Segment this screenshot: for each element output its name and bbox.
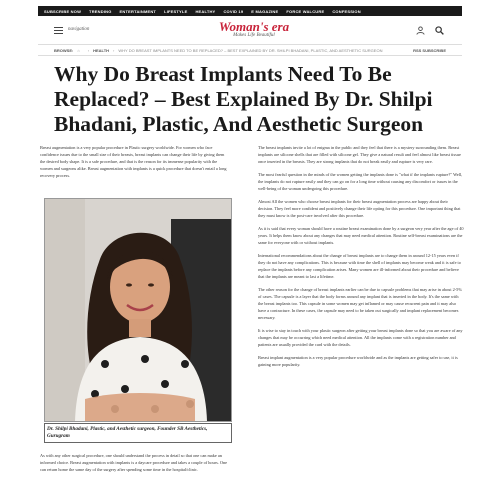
top-navigation-bar <box>38 6 462 16</box>
nav-covid[interactable]: COVID 19 <box>223 8 244 14</box>
navigation-label[interactable]: navigation <box>68 27 90 32</box>
site-header <box>38 18 462 44</box>
article-intro: Breast augmentation is a very popular procedure in Plastic surgery worldwide. For women who face confidence issues due to the small size of their breasts, breast implants can change their life by giving them the desired body shape. It is a safe procedure, and that is the reason for its immense popularity with the women and surgeons alike. Breast augmentation with implants is a quick procedure that doesn't entail a long recovery process. <box>40 145 227 178</box>
nav-trending[interactable]: TRENDING <box>89 8 112 14</box>
breadcrumb-browse: BROWSE: <box>54 47 74 53</box>
breadcrumb: BROWSE: ⌂ › HEALTH › WHY DO BREAST IMPLANTS NEED TO BE REPLACED? – BEST EXPLAINED BY DR. SHILPI BHADANI, PLASTIC, AND AESTHETIC SURGEON RSS SUBSCRIBE <box>38 44 462 56</box>
logo-text: Woman's era <box>218 19 290 34</box>
article-paragraph: The other reason for the change of breast implants earlier can be due to capsule problems that may arise in about 2-5% of cases. The capsule is a layer that the body forms around any implant that is inserted in the body. It's the same with the breast implants too. This capsule in some women may get inflamed or may cause recurrent pain and it may also have a contracture. In these cases, the capsule may need to be taken out surgically and implant replacement becomes necessary. <box>258 287 462 320</box>
article-paragraph: As it is said that every woman should have a routine breast examination done by a surgeon very year after the age of 40 years. It helps them know about any changes that may need medical attention. Routine self-breast examinations are the same for everyone with or without implants. <box>258 226 464 245</box>
article-paragraph: Breast implant augmentation is a very popular procedure worldwide and as the implants are getting safer to use, it is gaining more popularity. <box>258 355 458 367</box>
article-paragraph: It is wise to stay in touch with your plastic surgeon after getting your breast implants done so that you are aware of any changes that may be occurring which need medical attention. All the implants come with a registration number and patients are usually provided the card with the details. <box>258 328 463 347</box>
nav-lifestyle[interactable]: LIFESTYLE <box>164 8 188 14</box>
right-column <box>258 144 464 374</box>
rss-subscribe-link[interactable]: RSS SUBSCRIBE <box>413 47 446 53</box>
nav-entertainment[interactable]: ENTERTAINMENT <box>119 8 157 14</box>
article-paragraph: The most fearful question in the minds of the women getting the implants done is "what if the implants rupture?" Well, the implants do not rupture easily and they can go on for a long time without causing any discomfort or issues in the well-being of the woman undergoing this procedure. <box>258 172 463 191</box>
search-icon[interactable] <box>435 26 444 35</box>
nav-subscribe[interactable]: SUBSCRIBE NOW <box>44 8 82 14</box>
nav-healthy[interactable]: HEALTHY <box>195 8 216 14</box>
article-title: Why Do Breast Implants Need To Be Replaced? – Best Explained By Dr. Shilpi Bhadani, Plastic, And Aesthetic Surgeon <box>54 62 433 136</box>
article-paragraph: As with any other surgical procedure, one should understand the process in detail so that one can make an informed choice. Breast augmentation with implants is a daycare procedure and takes a couple of hours. One can return home the same day of the surgery after spending some time in the hospital/clinic. <box>40 453 228 472</box>
left-column-continued <box>40 452 230 479</box>
doctor-photo <box>44 198 232 422</box>
nav-emagazine[interactable]: E MAGAZINE <box>251 8 279 14</box>
article-paragraph: The breast implants invite a lot of enigma in the public and they feel that there is a mystery surrounding them. Breast implants are silicone shells that are filled with silicone gel. They give a natural result and feel almost like breast tissue once inserted in the breasts. They are strong implants that do not break easily and rupture is very rare. <box>258 145 461 164</box>
home-icon[interactable]: ⌂ <box>77 47 80 53</box>
photo-caption: Dr. Shilpi Bhadani, Plastic, and Aesthetic surgeon, Founder SB Aesthetics, Gurugram <box>44 423 232 443</box>
menu-icon[interactable] <box>54 27 63 34</box>
nav-force-walcure[interactable]: FORCE WALCURE <box>286 8 325 14</box>
logo-tagline: Makes Life Beautiful <box>233 33 275 38</box>
left-column <box>40 144 230 185</box>
breadcrumb-health[interactable]: HEALTH <box>93 47 110 53</box>
nav-confession[interactable]: CONFESSION <box>332 8 361 14</box>
article-paragraph: International recommendations about the change of breast implants are to change them in around 12-15 years even if they do not have any complications. This is because with time the shell of implants may become weak and it is safe to replace the implants before any complication arises. Many women are ill-informed about their procedure and believe that the implants are meant to last a lifetime. <box>258 253 461 279</box>
site-logo[interactable] <box>214 20 294 38</box>
user-icon[interactable] <box>416 26 425 35</box>
breadcrumb-current: WHY DO BREAST IMPLANTS NEED TO BE REPLACED? – BEST EXPLAINED BY DR. SHILPI BHADANI, PLASTIC, AND AESTHETIC SURGEON <box>118 47 383 53</box>
article-paragraph: Almost All the women who choose breast implants for their breast augmentation process are happy about their decision. They feel more confident and positively change their life opting for this procedure. One important thing that they must know is the post-care involved after this procedure. <box>258 199 461 218</box>
